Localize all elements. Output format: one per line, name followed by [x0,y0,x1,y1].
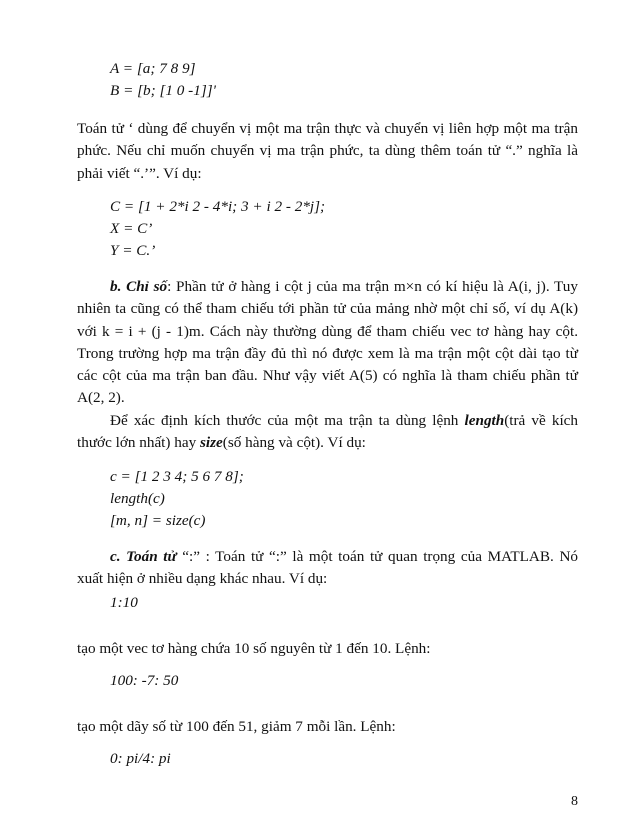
size-text-post: (số hàng và cột). Ví dụ: [222,434,366,452]
size-text-mid: (trả về kích thước lớn nhất) hay [77,412,578,452]
code-line: X = C’ [110,220,153,237]
section-c-text: “:” : Toán tử “:” là một toán tử quan trọng của MATLAB. Nó xuất hiện ở nhiều dạng khác nhau. Ví dụ: [77,548,579,588]
paragraph-transpose: Toán tử ‘ dùng để chuyển vị một ma trận thực và chuyển vị liên hợp một ma trận phức. Nếu chỉ muốn chuyển vị ma trận phức, ta dùng thêm toán tử “.” nghĩa là phải viết “.’”. Ví dụ: [77,120,578,182]
keyword-length: length [464,412,505,429]
example-code: 0: pi/4: pi [110,750,171,767]
example-code: 1:10 [110,594,138,611]
code-line: length(c) [110,490,165,507]
code-line: B = [b; [1 0 -1]]' [110,82,216,99]
code-line: C = [1 + 2*i 2 - 4*i; 3 + i 2 - 2*j]; [110,198,326,215]
example-text: tạo một dãy số từ 100 đến 51, giảm 7 mỗi lần. Lệnh: [77,718,396,735]
code-line: [m, n] = size(c) [110,512,206,529]
section-b-heading: b. Chỉ số [110,278,168,295]
paragraph-section-c [77,546,578,591]
paragraph-section-b [77,276,578,410]
example-code: 100: -7: 50 [110,672,179,689]
code-line: A = [a; 7 8 9] [110,60,196,77]
code-line: c = [1 2 3 4; 5 6 7 8]; [110,468,244,485]
paragraph-size [77,410,578,455]
page-number: 8 [571,794,578,809]
keyword-size: size [199,434,223,452]
section-c-heading: c. Toán tử [110,548,177,565]
example-text: tạo một vec tơ hàng chứa 10 số nguyên từ 1 đến 10. Lệnh: [77,640,431,657]
section-b-text: : Phần tử ở hàng i cột j của ma trận m×n có kí hiệu là A(i, j). Tuy nhiên ta cũng có thể tham chiếu tới phần tử của mảng nhờ một chỉ số, ví dụ A(k) với k = i + (j - 1)m. Cách này thường dùng để tham chiếu vec tơ hàng hay cột. Trong trường hợp ma trận đầy đủ thì nó được xem là ma trận một cột dài tạo từ các cột của ma trận ban đầu. Như vậy viết A(5) có nghĩa là tham chiếu phần tử A(2, 2). [77,278,578,407]
size-text-pre: Để xác định kích thước của một ma trận ta dùng lệnh [110,412,465,429]
code-line: Y = C.’ [110,242,156,259]
